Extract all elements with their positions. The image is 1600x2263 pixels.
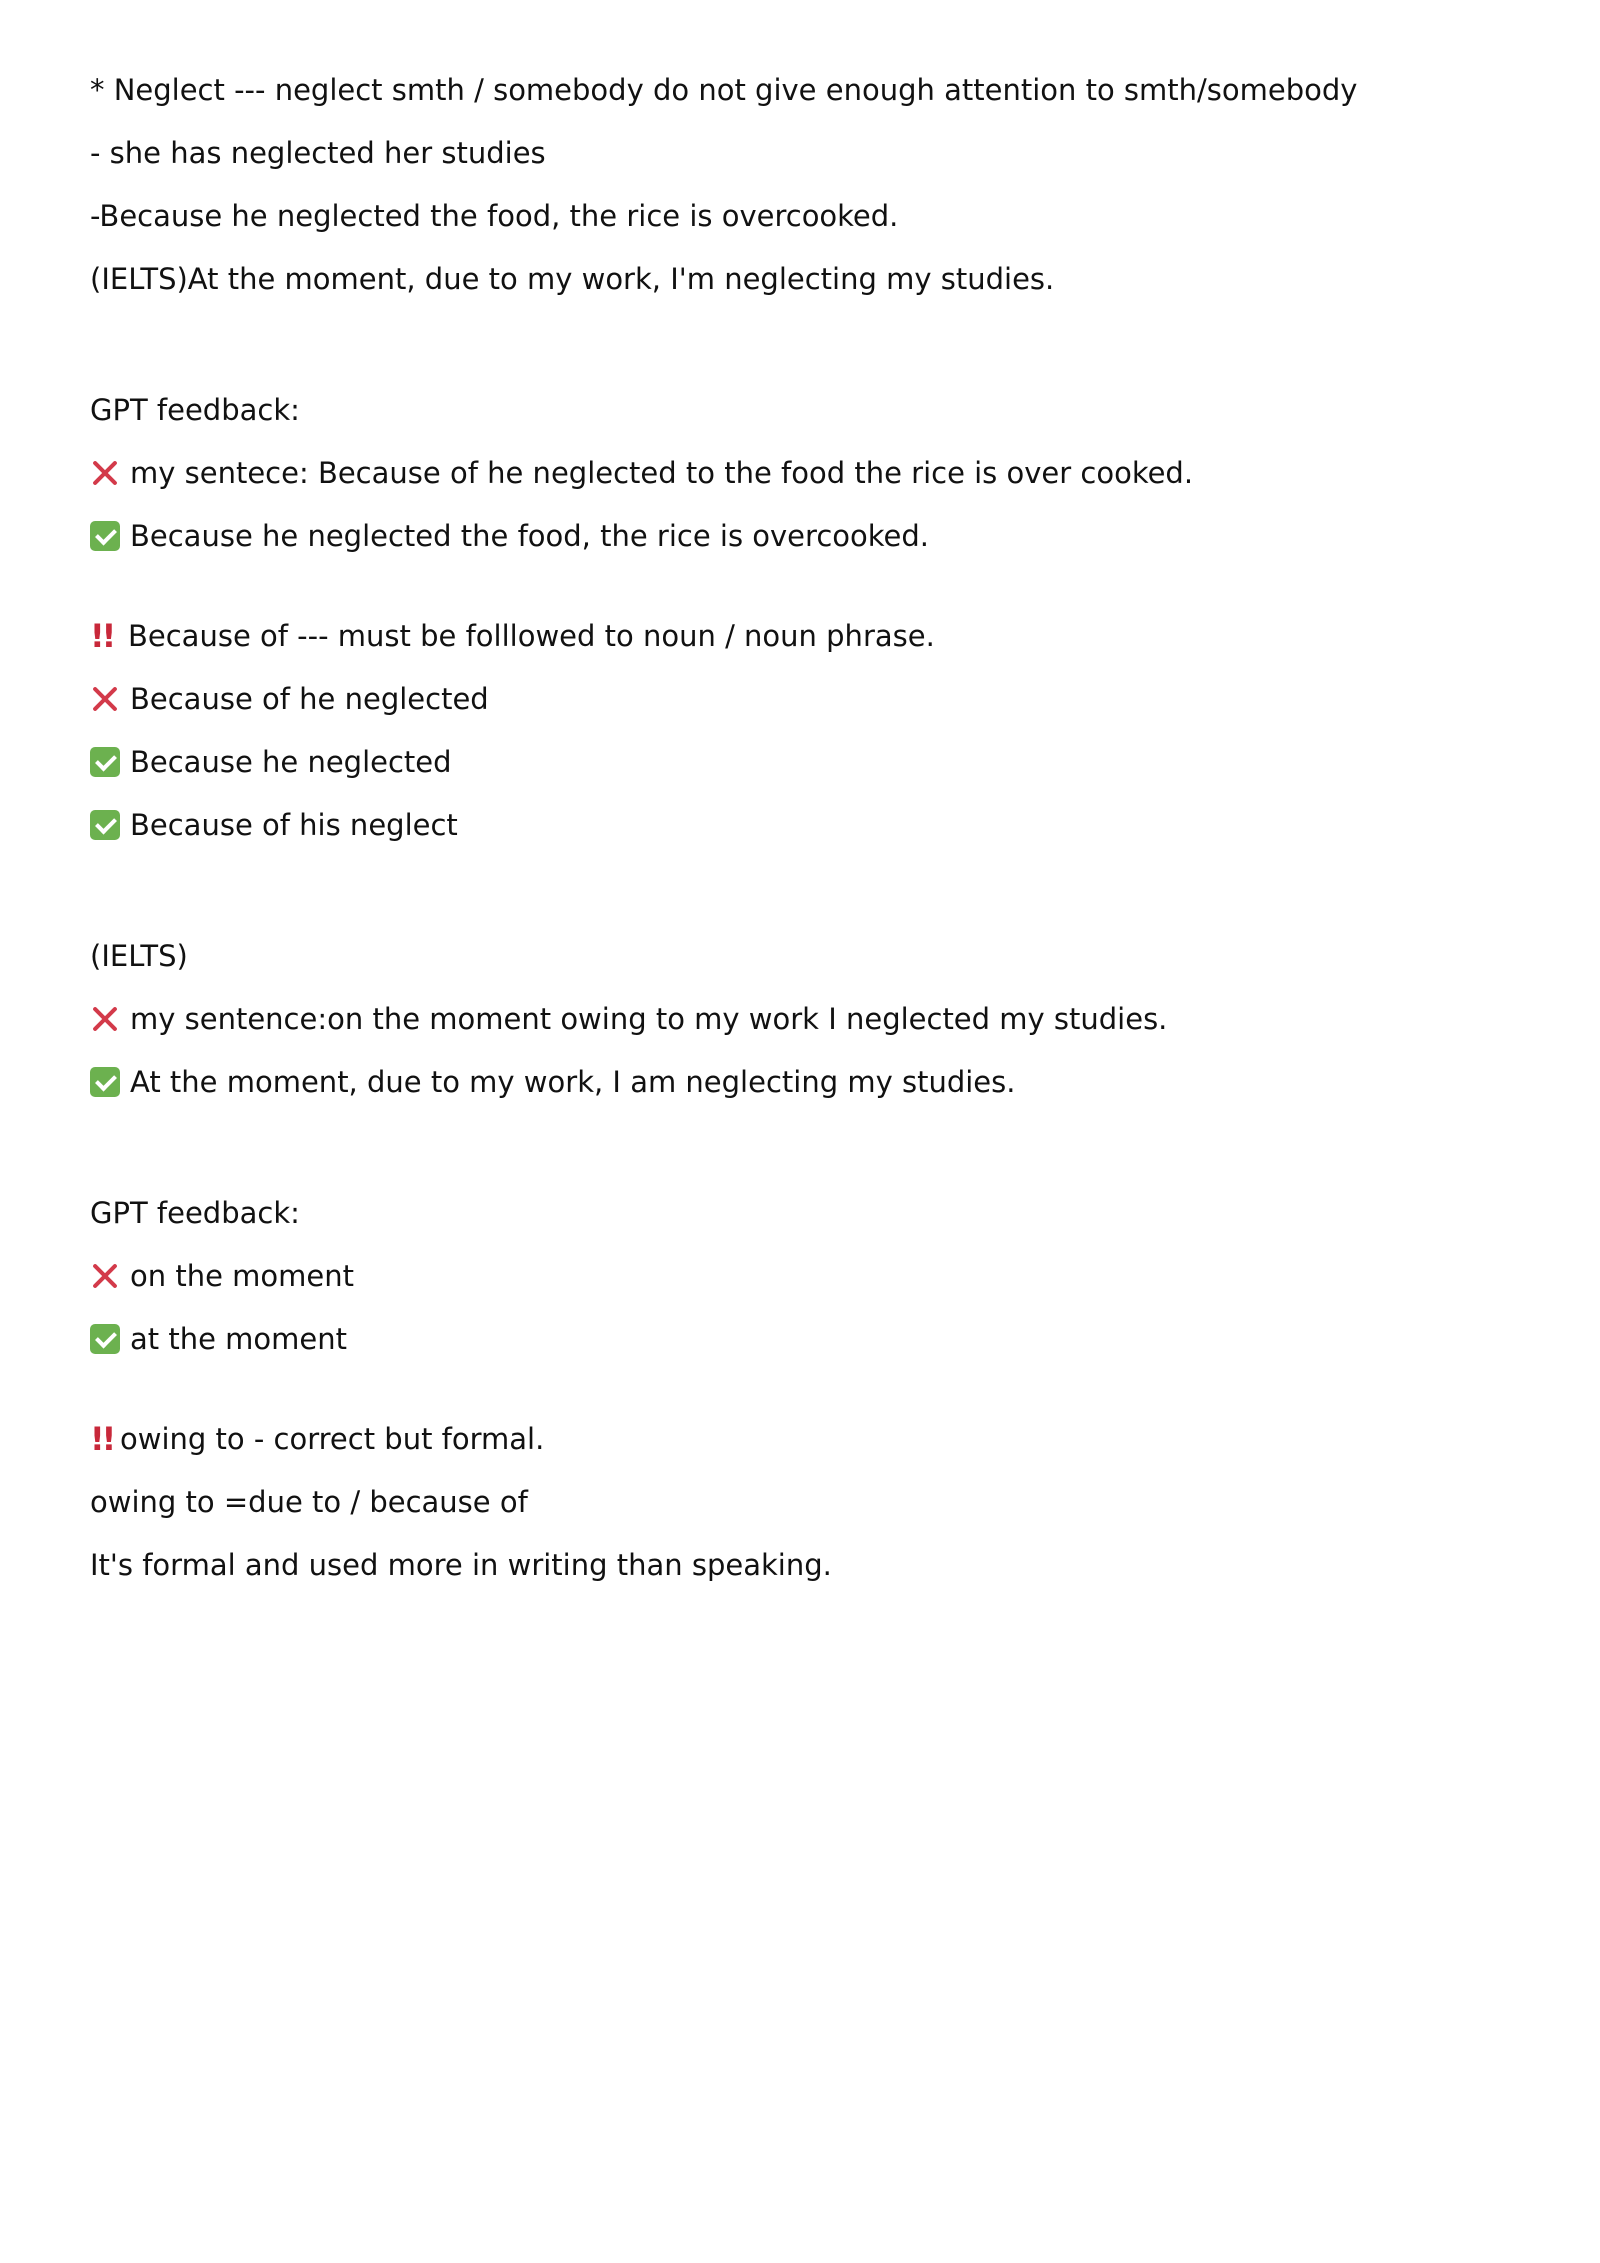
note-definition-text: * Neglect --- neglect smth / somebody do not give enough attention to smth/somebody <box>90 73 1358 107</box>
ielts-heading <box>90 936 1510 976</box>
document-page <box>90 70 1510 1608</box>
note-example-1 <box>90 133 1510 173</box>
feedback-1-correct-3-text: Because of his neglect <box>130 808 458 842</box>
feedback-2-wrong <box>90 1256 1510 1296</box>
feedback-2-correct-text: at the moment <box>130 1322 348 1356</box>
feedback-2-note-1-text: owing to =due to / because of <box>90 1485 528 1519</box>
feedback-1-wrong <box>90 453 1510 493</box>
cross-mark-icon <box>90 458 120 488</box>
check-mark-icon <box>90 1324 120 1354</box>
ielts-wrong-text: my sentence:on the moment owing to my work I neglected my studies. <box>130 1002 1168 1036</box>
feedback-1-wrong-2 <box>90 679 1510 719</box>
double-exclamation-icon: !! <box>90 617 114 655</box>
ielts-correct <box>90 1062 1510 1102</box>
note-example-2-text: -Because he neglected the food, the rice is overcooked. <box>90 199 899 233</box>
feedback-1-warning <box>90 616 1510 656</box>
feedback-2-correct <box>90 1319 1510 1359</box>
feedback-2-note-2 <box>90 1545 1510 1585</box>
feedback-1-heading <box>90 390 1510 430</box>
feedback-1-heading-text: GPT feedback: <box>90 393 300 427</box>
check-mark-icon <box>90 521 120 551</box>
double-exclamation-icon: !! <box>90 1420 114 1458</box>
note-example-1-text: - she has neglected her studies <box>90 136 546 170</box>
feedback-2-wrong-text: on the moment <box>130 1259 354 1293</box>
feedback-1-warning-text: Because of --- must be folllowed to noun / noun phrase. <box>128 619 935 653</box>
feedback-2-heading <box>90 1193 1510 1233</box>
feedback-1-correct-2-text: Because he neglected <box>130 745 452 779</box>
feedback-2-note-1 <box>90 1482 1510 1522</box>
check-mark-icon <box>90 1067 120 1097</box>
feedback-2-note-2-text: It's formal and used more in writing than speaking. <box>90 1548 832 1582</box>
feedback-1-correct-2 <box>90 742 1510 782</box>
ielts-heading-text: (IELTS) <box>90 939 188 973</box>
feedback-1-correct-3 <box>90 805 1510 845</box>
feedback-1-wrong-text: my sentece: Because of he neglected to the food the rice is over cooked. <box>130 456 1194 490</box>
check-mark-icon <box>90 810 120 840</box>
feedback-1-correct <box>90 516 1510 556</box>
check-mark-icon <box>90 747 120 777</box>
note-example-3 <box>90 259 1510 299</box>
ielts-wrong <box>90 999 1510 1039</box>
ielts-correct-text: At the moment, due to my work, I am neglecting my studies. <box>130 1065 1016 1099</box>
cross-mark-icon <box>90 684 120 714</box>
note-example-3-text: (IELTS)At the moment, due to my work, I'm neglecting my studies. <box>90 262 1055 296</box>
feedback-2-warning-text: owing to - correct but formal. <box>120 1422 545 1456</box>
cross-mark-icon <box>90 1261 120 1291</box>
cross-mark-icon <box>90 1004 120 1034</box>
feedback-1-correct-text: Because he neglected the food, the rice is overcooked. <box>130 519 929 553</box>
feedback-2-heading-text: GPT feedback: <box>90 1196 300 1230</box>
feedback-2-warning <box>90 1419 1510 1459</box>
note-definition <box>90 70 1510 110</box>
feedback-1-wrong-2-text: Because of he neglected <box>130 682 489 716</box>
note-example-2 <box>90 196 1510 236</box>
